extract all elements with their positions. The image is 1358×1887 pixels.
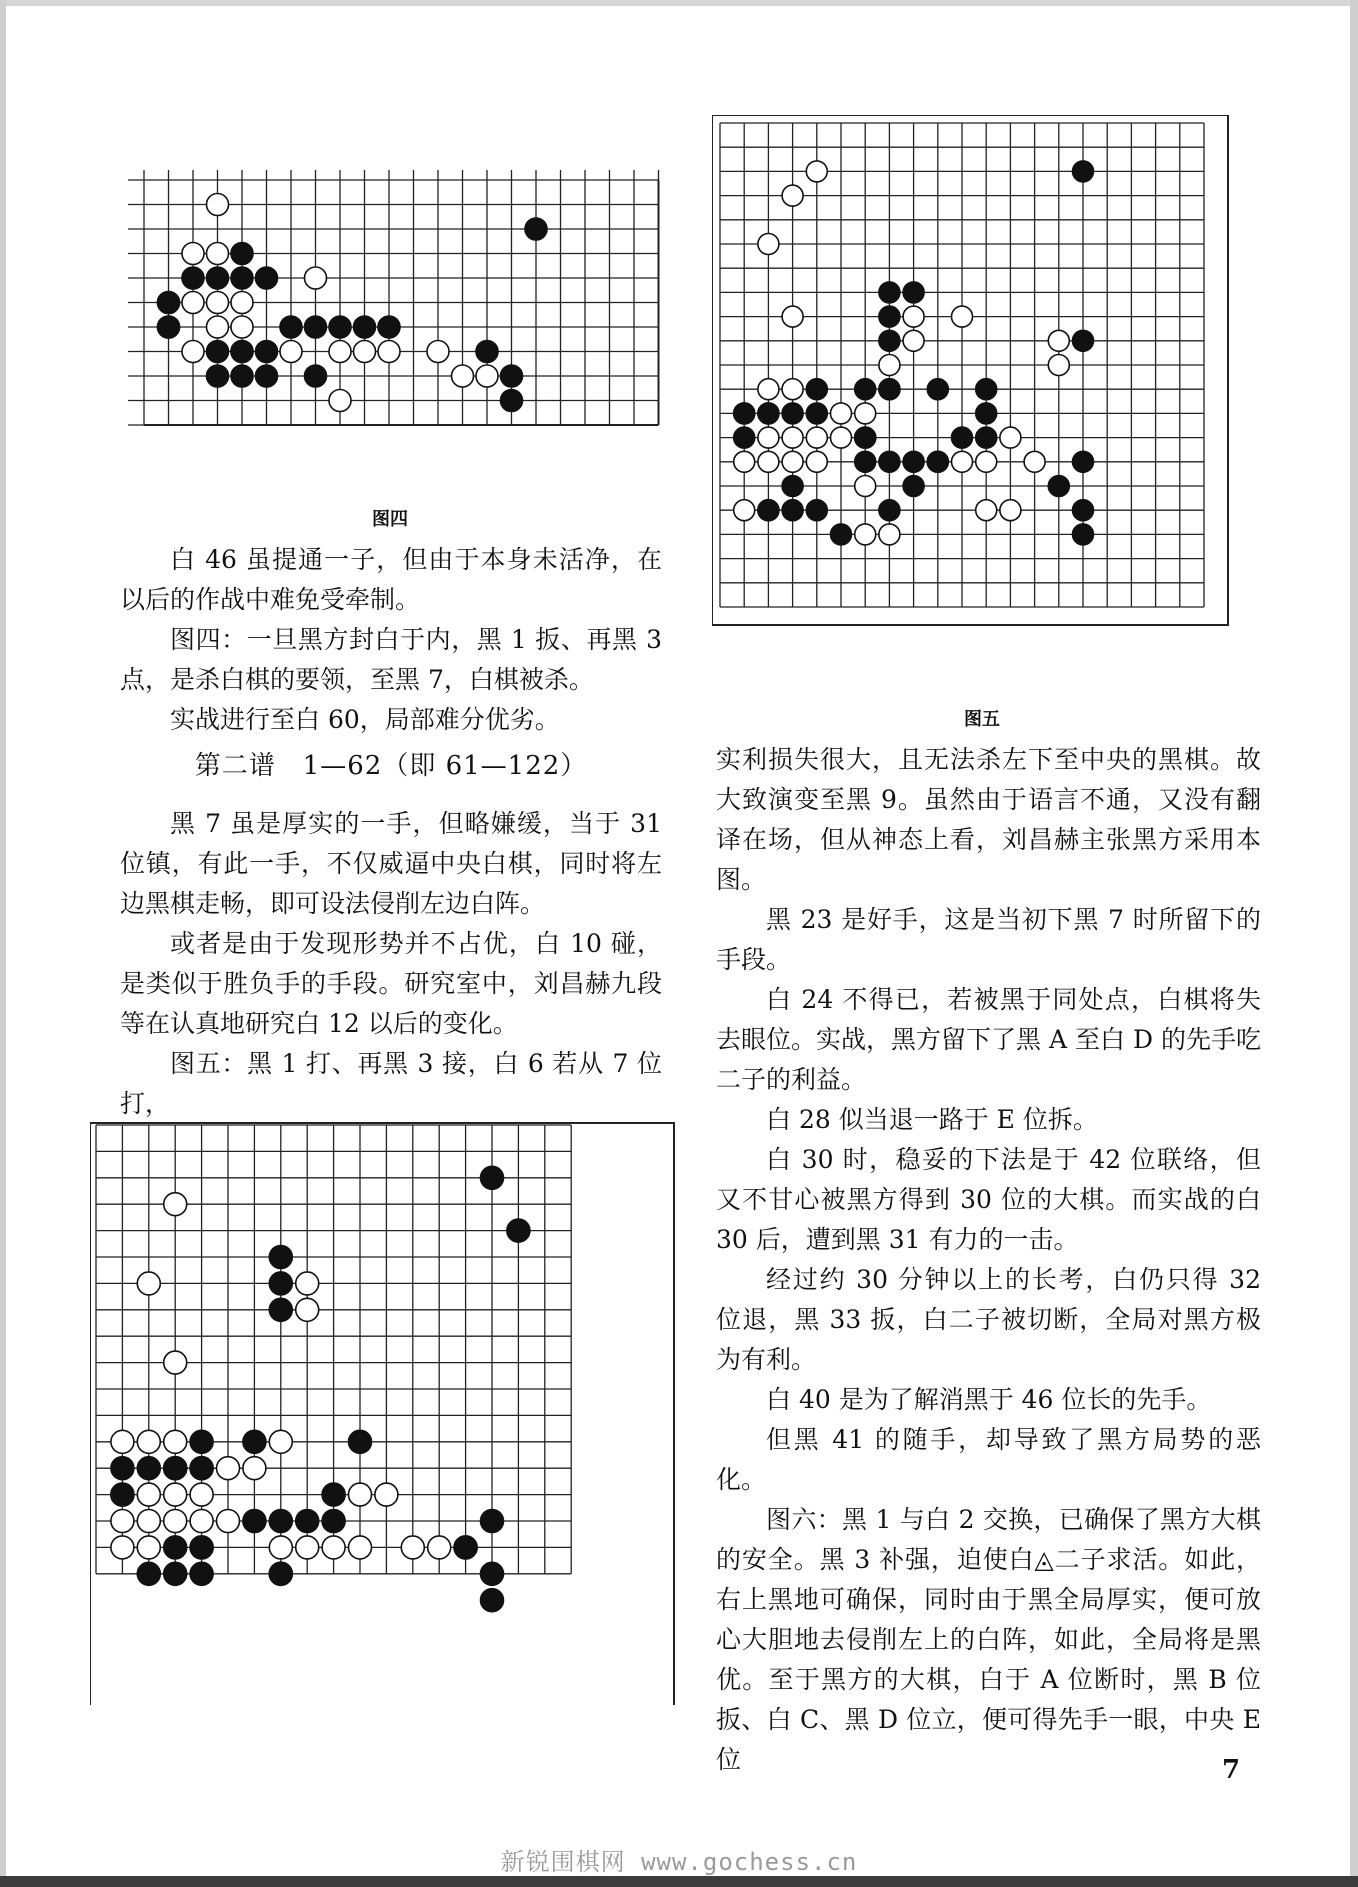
white-stone: [879, 524, 900, 545]
white-stone: [207, 194, 229, 216]
white-stone: [164, 1510, 187, 1533]
black-stone: [231, 341, 253, 363]
figure-6-board: [90, 1105, 680, 1705]
white-stone: [782, 185, 803, 206]
viewer-frame-right: [1350, 0, 1358, 1887]
white-stone: [280, 341, 302, 363]
black-stone: [879, 451, 900, 472]
black-stone: [269, 1562, 292, 1585]
go-diagram-figure-5: [712, 115, 1232, 627]
black-stone: [855, 379, 876, 400]
white-stone: [217, 1457, 240, 1480]
white-stone: [452, 365, 474, 387]
black-stone: [855, 427, 876, 448]
white-stone: [903, 330, 924, 351]
black-stone: [322, 1510, 345, 1533]
white-stone: [137, 1272, 160, 1295]
black-stone: [806, 379, 827, 400]
white-stone: [329, 390, 351, 412]
black-stone: [927, 379, 948, 400]
white-stone: [111, 1510, 134, 1533]
black-stone: [269, 1246, 292, 1269]
white-stone: [1048, 330, 1069, 351]
black-stone: [1073, 524, 1094, 545]
white-stone: [305, 267, 327, 289]
paragraph: 白 46 虽提通一子，但由于本身未活净，在以后的作战中难免受牵制。: [120, 545, 662, 614]
figure-5-board: [712, 115, 1232, 627]
white-stone: [207, 292, 229, 314]
white-stone: [164, 1351, 187, 1374]
black-stone: [952, 427, 973, 448]
paragraph: 实战进行至白 60，局部难分优劣。: [170, 705, 560, 734]
white-stone: [207, 316, 229, 338]
white-stone: [401, 1536, 424, 1559]
white-stone: [1024, 451, 1045, 472]
white-stone: [855, 403, 876, 424]
white-stone: [758, 234, 779, 255]
black-stone: [501, 390, 523, 412]
white-stone: [855, 524, 876, 545]
black-stone: [207, 267, 229, 289]
white-stone: [976, 500, 997, 521]
black-stone: [256, 341, 278, 363]
black-stone: [305, 316, 327, 338]
black-stone: [111, 1483, 134, 1506]
black-stone: [1073, 451, 1094, 472]
black-stone: [734, 403, 755, 424]
white-stone: [782, 306, 803, 327]
white-stone: [782, 379, 803, 400]
black-stone: [831, 524, 852, 545]
black-stone: [158, 316, 180, 338]
white-stone: [137, 1510, 160, 1533]
white-stone: [296, 1272, 319, 1295]
white-stone: [952, 451, 973, 472]
black-stone: [758, 500, 779, 521]
black-stone: [855, 451, 876, 472]
black-stone: [806, 403, 827, 424]
white-stone: [164, 1430, 187, 1453]
white-stone: [476, 365, 498, 387]
black-stone: [976, 427, 997, 448]
black-stone: [256, 267, 278, 289]
black-stone: [269, 1510, 292, 1533]
black-stone: [879, 282, 900, 303]
white-stone: [231, 316, 253, 338]
black-stone: [879, 500, 900, 521]
white-stone: [137, 1483, 160, 1506]
white-stone: [137, 1536, 160, 1559]
black-stone: [190, 1457, 213, 1480]
white-stone: [1000, 427, 1021, 448]
black-stone: [481, 1510, 504, 1533]
white-stone: [375, 1483, 398, 1506]
black-stone: [507, 1219, 530, 1242]
white-stone: [1048, 355, 1069, 376]
paragraph: 或者是由于发现形势并不占优，白 10 碰，是类似于胜负手的手段。研究室中，刘昌赫九段等在认真地研究白 12 以后的变化。: [120, 929, 662, 1038]
black-stone: [454, 1536, 477, 1559]
black-stone: [879, 330, 900, 351]
black-stone: [481, 1562, 504, 1585]
viewer-frame-bottom: [0, 1876, 1358, 1887]
white-stone: [164, 1193, 187, 1216]
white-stone: [806, 161, 827, 182]
figure-4-caption: 图四: [372, 509, 408, 530]
black-stone: [879, 379, 900, 400]
white-stone: [782, 451, 803, 472]
black-stone: [190, 1562, 213, 1585]
black-stone: [501, 365, 523, 387]
black-stone: [481, 1589, 504, 1612]
black-stone: [280, 316, 302, 338]
black-stone: [137, 1457, 160, 1480]
paragraph: 黑 23 是好手，这是当初下黑 7 时所留下的手段。: [716, 905, 1261, 974]
black-stone: [782, 500, 803, 521]
white-stone: [349, 1536, 372, 1559]
black-stone: [207, 341, 229, 363]
black-stone: [782, 403, 803, 424]
white-stone: [269, 1430, 292, 1453]
black-stone: [1073, 500, 1094, 521]
white-stone: [758, 427, 779, 448]
white-stone: [806, 427, 827, 448]
black-stone: [806, 500, 827, 521]
black-stone: [305, 365, 327, 387]
white-stone: [190, 1510, 213, 1533]
paragraph: 白 28 似当退一路于 E 位拆。: [766, 1105, 1098, 1134]
white-stone: [182, 292, 204, 314]
black-stone: [243, 1430, 266, 1453]
white-stone: [734, 500, 755, 521]
white-stone: [903, 306, 924, 327]
white-stone: [782, 427, 803, 448]
black-stone: [525, 218, 547, 240]
white-stone: [806, 451, 827, 472]
black-stone: [1048, 476, 1069, 497]
white-stone: [182, 341, 204, 363]
white-stone: [231, 292, 253, 314]
viewer-frame-left: [0, 0, 6, 1887]
black-stone: [879, 306, 900, 327]
black-stone: [207, 365, 229, 387]
black-stone: [243, 1510, 266, 1533]
section-heading: 第二谱 1—62（即 61—122）: [194, 751, 588, 781]
paragraph: 但黑 41 的随手，却导致了黑方局势的恶化。: [716, 1425, 1261, 1494]
white-stone: [758, 451, 779, 472]
go-diagram-figure-6: [90, 1105, 680, 1705]
paragraph: 白 30 时，稳妥的下法是于 42 位联络，但又不甘心被黑方得到 30 位的大棋。而实战的白 30 后，遭到黑 31 有力的一击。: [716, 1145, 1261, 1254]
black-stone: [164, 1562, 187, 1585]
site-watermark: 新锐围棋网 www.gochess.cn: [500, 1848, 858, 1876]
white-stone: [349, 1483, 372, 1506]
black-stone: [269, 1272, 292, 1295]
page-number: 7: [1222, 1755, 1241, 1785]
right-column-text: [716, 740, 1261, 1780]
white-stone: [831, 427, 852, 448]
black-stone: [349, 1430, 372, 1453]
black-stone: [190, 1536, 213, 1559]
white-stone: [378, 341, 400, 363]
white-stone: [190, 1483, 213, 1506]
white-stone: [322, 1536, 345, 1559]
black-stone: [111, 1457, 134, 1480]
white-stone: [831, 403, 852, 424]
black-stone: [182, 267, 204, 289]
viewer-frame-top: [0, 0, 1358, 6]
black-stone: [976, 379, 997, 400]
black-stone: [329, 316, 351, 338]
white-stone: [354, 341, 376, 363]
white-stone: [329, 341, 351, 363]
white-stone: [734, 451, 755, 472]
black-stone: [137, 1562, 160, 1585]
paragraph: 图四：一旦黑方封白于内，黑 1 扳、再黑 3 点，是杀白棋的要领，至黑 7，白棋被杀。: [120, 625, 662, 694]
black-stone: [1073, 330, 1094, 351]
black-stone: [481, 1166, 504, 1189]
black-stone: [190, 1430, 213, 1453]
white-stone: [243, 1457, 266, 1480]
figure-5-caption: 图五: [964, 709, 1000, 730]
white-stone: [855, 476, 876, 497]
black-stone: [476, 341, 498, 363]
black-stone: [322, 1483, 345, 1506]
paragraph: 图六：黑 1 与白 2 交换，已确保了黑方大棋的安全。黑 3 补强，迫使白◬二子求活。如此，右上黑地可确保，同时由于黑全局厚实，便可放心大胆地去侵削左上的白阵，如此，全局将是黑优。至于黑方的大棋，白于 A 位断时，黑 B 位扳、白 C、黑 D 位立，便可得先手一眼，中央 E 位: [716, 1505, 1261, 1774]
black-stone: [903, 451, 924, 472]
white-stone: [879, 355, 900, 376]
black-stone: [927, 451, 948, 472]
black-stone: [164, 1536, 187, 1559]
white-stone: [428, 1536, 451, 1559]
left-column-text: [120, 540, 662, 1124]
paragraph: 图五：黑 1 打、再黑 3 接，白 6 若从 7 位打，: [120, 1049, 662, 1118]
white-stone: [1000, 500, 1021, 521]
black-stone: [378, 316, 400, 338]
black-stone: [782, 476, 803, 497]
white-stone: [207, 243, 229, 265]
white-stone: [164, 1483, 187, 1506]
black-stone: [256, 365, 278, 387]
black-stone: [976, 403, 997, 424]
paragraph: 白 40 是为了解消黑于 46 位长的先手。: [766, 1385, 1212, 1414]
paragraph: 白 24 不得已，若被黑于同处点，白棋将失去眼位。实战，黑方留下了黑 A 至白 D 的先手吃二子的利益。: [716, 985, 1261, 1094]
black-stone: [231, 243, 253, 265]
black-stone: [296, 1510, 319, 1533]
white-stone: [111, 1430, 134, 1453]
black-stone: [758, 403, 779, 424]
white-stone: [182, 243, 204, 265]
white-stone: [269, 1536, 292, 1559]
white-stone: [758, 379, 779, 400]
white-stone: [296, 1298, 319, 1321]
white-stone: [296, 1536, 319, 1559]
white-stone: [427, 341, 449, 363]
black-stone: [158, 292, 180, 314]
black-stone: [734, 427, 755, 448]
black-stone: [1073, 161, 1094, 182]
go-diagram-figure-4: [128, 170, 668, 486]
black-stone: [354, 316, 376, 338]
figure-4-board: [128, 170, 668, 486]
paragraph: 黑 7 虽是厚实的一手，但略嫌缓，当于 31 位镇，有此一手，不仅威逼中央白棋，同时将左边黑棋走畅，即可设法侵削左边白阵。: [120, 809, 662, 918]
black-stone: [231, 267, 253, 289]
white-stone: [952, 306, 973, 327]
black-stone: [903, 476, 924, 497]
black-stone: [231, 365, 253, 387]
paragraph: 实利损失很大，且无法杀左下至中央的黑棋。故大致演变至黑 9。虽然由于语言不通，又没有翻译在场，但从神态上看，刘昌赫主张黑方采用本图。: [716, 745, 1261, 894]
black-stone: [903, 282, 924, 303]
paragraph: 经过约 30 分钟以上的长考，白仍只得 32 位退，黑 33 扳，白二子被切断，全局对黑方极为有利。: [716, 1265, 1261, 1374]
white-stone: [111, 1536, 134, 1559]
black-stone: [269, 1298, 292, 1321]
white-stone: [137, 1430, 160, 1453]
white-stone: [217, 1510, 240, 1533]
white-stone: [976, 451, 997, 472]
black-stone: [164, 1457, 187, 1480]
